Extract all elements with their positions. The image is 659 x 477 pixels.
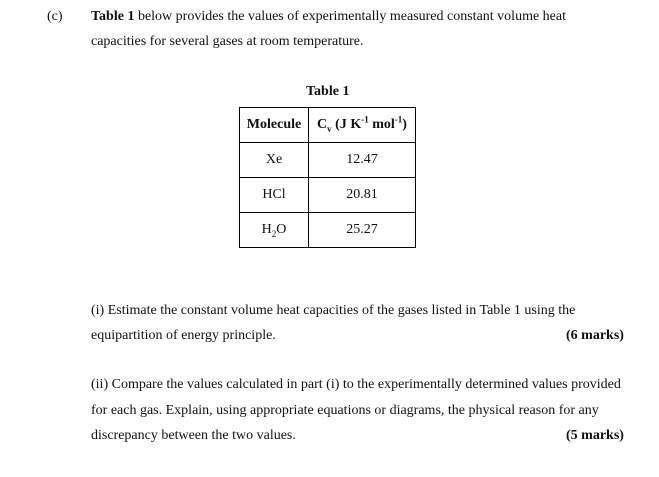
cell-molecule: HCl <box>240 178 309 213</box>
cell-molecule: Xe <box>240 143 309 178</box>
question-2-line-1: (ii) Compare the values calculated in part (i) to the experimentally determined values provided <box>91 377 621 392</box>
question-1-line-1: (i) Estimate the constant volume heat capacities of the gases listed in Table 1 using the <box>91 303 576 318</box>
question-2-line-3: discrepancy between the two values. <box>91 428 296 443</box>
cell-cv: 25.27 <box>309 213 416 248</box>
header-cv: $C_v$ (J $K^{-1}$ mol$^{-1}$) <box>309 108 416 143</box>
intro-line-1 <box>91 9 566 25</box>
intro-line-2: capacities for several gases at room temperature. <box>91 34 364 49</box>
heat-capacity-table <box>239 107 416 248</box>
intro-line-1-text: below provides the values of experimentally measured constant volume heat <box>134 9 566 24</box>
question-2-line-2: for each gas. Explain, using appropriate equations or diagrams, the physical reason for any <box>91 403 599 418</box>
table-row <box>240 178 416 213</box>
table-reference: Table 1 <box>91 9 135 24</box>
table-title: Table 1 <box>306 84 350 99</box>
question-1-marks: (6 marks) <box>566 328 624 343</box>
header-molecule: Molecule <box>240 108 309 143</box>
table-row <box>240 213 416 248</box>
question-1-line-2: equipartition of energy principle. <box>91 328 276 343</box>
table-header-row <box>240 108 416 143</box>
table-row <box>240 143 416 178</box>
cell-cv: 12.47 <box>309 143 416 178</box>
question-2-marks: (5 marks) <box>566 428 624 443</box>
part-label: (c) <box>47 9 63 24</box>
cell-molecule: $H_2O$ <box>240 213 309 248</box>
cell-cv: 20.81 <box>309 178 416 213</box>
